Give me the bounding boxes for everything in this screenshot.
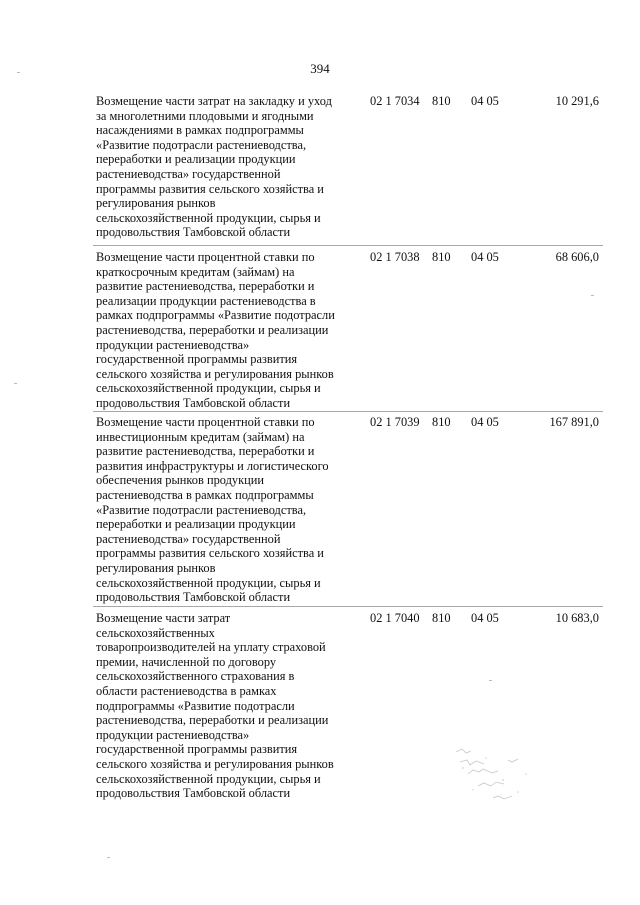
row-divider <box>93 606 603 607</box>
row-expense-type: 810 <box>432 415 451 429</box>
row-section-code: 04 05 <box>471 94 499 108</box>
row-expense-type: 810 <box>432 94 451 108</box>
scan-speck <box>107 857 110 858</box>
row-amount: 10 291,6 <box>555 94 599 108</box>
row-target-code: 02 1 7039 <box>370 415 420 429</box>
row-expense-type: 810 <box>432 611 451 625</box>
row-target-code: 02 1 7040 <box>370 611 420 625</box>
row-amount: 167 891,0 <box>549 415 599 429</box>
row-description: Возмещение части процентной ставки по инвестиционным кредитам (займам) на развитие растениеводства, переработки и развития инфраструктуры и логистического обеспечения рынков продукции растениеводства в рамках подпрограммы «Развитие подотрасли растениеводства, переработки и реализации продукции растениеводства» государственной программы развития сельского хозяйства и регулирования рынков сельскохозяйственной продукции, сырья и продовольствия Тамбовской области <box>96 415 329 605</box>
row-amount: 10 683,0 <box>555 611 599 625</box>
row-divider <box>93 411 603 412</box>
row-divider <box>93 245 603 246</box>
stamp-smudge-icon <box>448 740 538 810</box>
row-description: Возмещение части процентной ставки по краткосрочным кредитам (займам) на развитие растениеводства, переработки и реализации продукции растениеводства в рамках подпрограммы «Развитие подотрасли растениеводства, переработки и реализации продукции растениеводства» государственной программы развития сельского хозяйства и регулирования рынков сельскохозяйственной продукции, сырья и продовольствия Тамбовской области <box>96 250 335 410</box>
row-expense-type: 810 <box>432 250 451 264</box>
row-section-code: 04 05 <box>471 250 499 264</box>
row-section-code: 04 05 <box>471 415 499 429</box>
row-target-code: 02 1 7038 <box>370 250 420 264</box>
scan-speck <box>17 72 20 73</box>
row-target-code: 02 1 7034 <box>370 94 420 108</box>
scan-speck <box>14 383 17 384</box>
scan-speck <box>489 680 492 681</box>
page-number: 394 <box>310 61 330 76</box>
scan-speck <box>591 295 594 296</box>
row-description: Возмещение части затрат сельскохозяйственных товаропроизводителей на уплату страховой премии, начисленной по договору сельскохозяйственного страхования в области растениеводства в рамках подпрограммы «Развитие подотрасли растениеводства, переработки и реализации продукции растениеводства» государственной программы развития сельского хозяйства и регулирования рынков сельскохозяйственной продукции, сырья и продовольствия Тамбовской области <box>96 611 334 801</box>
row-amount: 68 606,0 <box>555 250 599 264</box>
row-description: Возмещение части затрат на закладку и уход за многолетними плодовыми и ягодными насаждениями в рамках подпрограммы «Развитие подотрасли растениеводства, переработки и реализации продукции растениеводства» государственной программы развития сельского хозяйства и регулирования рынков сельскохозяйственной продукции, сырья и продовольствия Тамбовской области <box>96 94 332 240</box>
row-section-code: 04 05 <box>471 611 499 625</box>
